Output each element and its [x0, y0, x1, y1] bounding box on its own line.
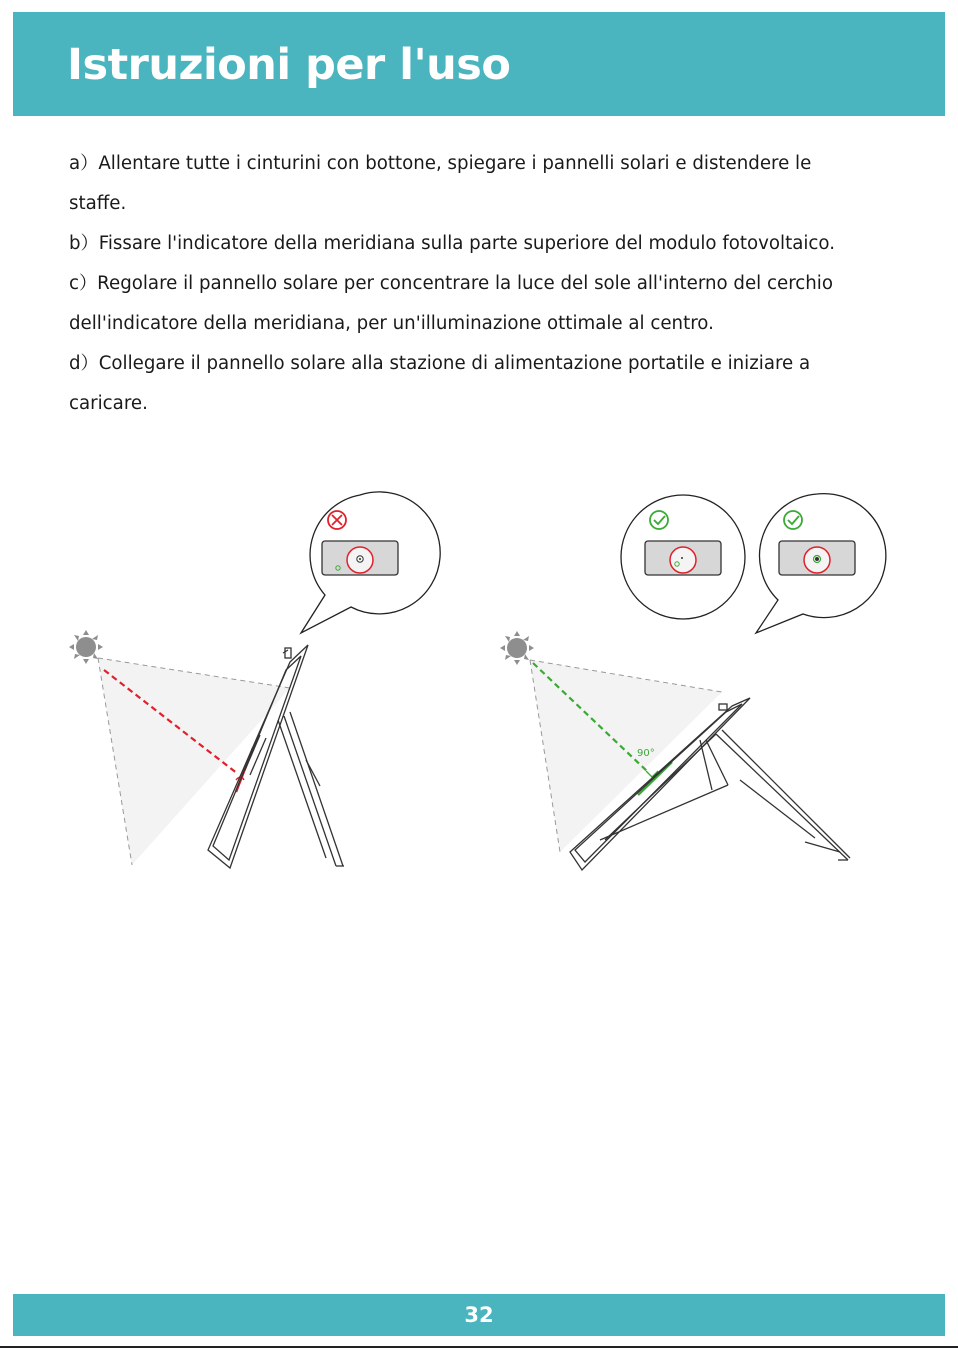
step-a-line-1: a）Allentare tutte i cinturini con bottone, spiegare i pannelli solari e distendere le	[69, 153, 812, 174]
angle-label: 90°	[637, 748, 655, 759]
instructions-text	[69, 144, 899, 424]
footer-bar	[13, 1294, 945, 1336]
sun-icon	[69, 630, 103, 664]
step-d-line-2: caricare.	[69, 393, 148, 414]
incorrect-alignment-figure	[69, 492, 440, 868]
header-bar	[13, 12, 945, 116]
sun-icon	[500, 631, 534, 665]
step-c-line-2: dell'indicatore della meridiana, per un'illuminazione ottimale al centro.	[69, 313, 714, 334]
page-number: 32	[464, 1303, 494, 1327]
correct-alignment-figure	[500, 494, 886, 870]
sundial-indicator-centered	[779, 541, 855, 575]
step-a-line-2: staffe.	[69, 193, 127, 214]
page-title: Istruzioni per l'uso	[67, 40, 511, 90]
bottom-divider	[0, 1346, 958, 1348]
sundial-indicator-inside-circle	[645, 541, 721, 575]
step-d-line-1: d）Collegare il pannello solare alla stazione di alimentazione portatile e iniziare a	[69, 353, 811, 374]
sundial-indicator-off-center	[322, 541, 398, 575]
step-b: b）Fissare l'indicatore della meridiana sulla parte superiore del modulo fotovoltaico.	[69, 233, 835, 254]
panel-alignment-illustration	[0, 480, 958, 880]
step-c-line-1: c）Regolare il pannello solare per concentrare la luce del sole all'interno del cerchio	[69, 273, 833, 294]
